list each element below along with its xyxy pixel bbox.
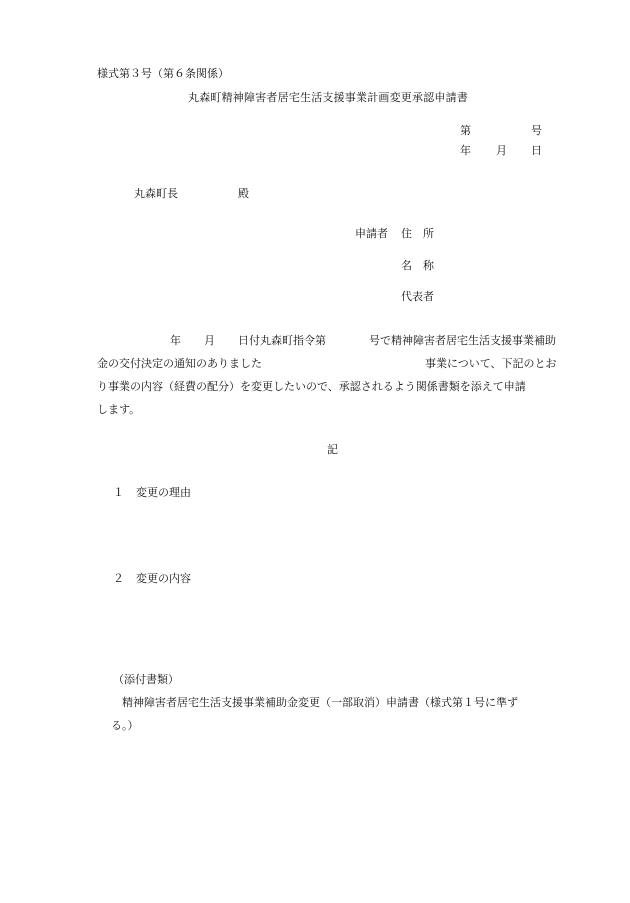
item-1-number: １ [113, 486, 124, 499]
document-title: 丸森町精神障害者居宅生活支援事業計画変更承認申請書 [188, 91, 468, 104]
body-line4: します。 [97, 403, 141, 416]
attachments-line1: 精神障害者居宅生活支援事業補助金変更（一部取消）申請書（様式第１号に準ず [122, 696, 518, 709]
body-line2-start: 金の交付決定の通知のありました [97, 357, 262, 370]
document-number-row [460, 124, 542, 138]
applicant-address-label: 住 所 [401, 227, 434, 240]
date-year: 年 [460, 144, 471, 157]
item-1 [113, 486, 191, 500]
body-year: 年 [170, 334, 181, 347]
ki-heading: 記 [327, 443, 338, 456]
body-line3: り事業の内容（経費の配分）を変更したいので、承認されるよう関係書類を添えて申請 [97, 380, 526, 393]
document-number-suffix: 号 [531, 124, 542, 137]
date-row [460, 144, 542, 158]
item-2-number: ２ [113, 572, 124, 585]
addressee-name: 丸森町長 [134, 187, 178, 200]
item-1-label: 変更の理由 [136, 486, 191, 499]
applicant-label: 申請者 [355, 227, 388, 240]
addressee-honorific: 殿 [238, 187, 249, 200]
item-2-label: 変更の内容 [136, 572, 191, 585]
attachments-line2: る。） [111, 719, 139, 732]
applicant-name-label: 名 称 [401, 259, 434, 272]
body-month: 月 [204, 334, 215, 347]
attachments-heading: （添付書類） [113, 673, 179, 686]
form-number: 様式第３号（第６条関係） [97, 67, 229, 80]
item-2 [113, 572, 191, 586]
body-line1-rest: 号で精神障害者居宅生活支援事業補助 [369, 334, 556, 347]
document-number-prefix: 第 [460, 124, 471, 137]
date-day: 日 [531, 144, 542, 157]
body-date-reference: 日付丸森町指令第 [238, 334, 326, 347]
body-line2-end: 事業について、下記のとお [425, 357, 557, 370]
applicant-representative-label: 代表者 [401, 290, 434, 303]
date-month: 月 [496, 144, 507, 157]
